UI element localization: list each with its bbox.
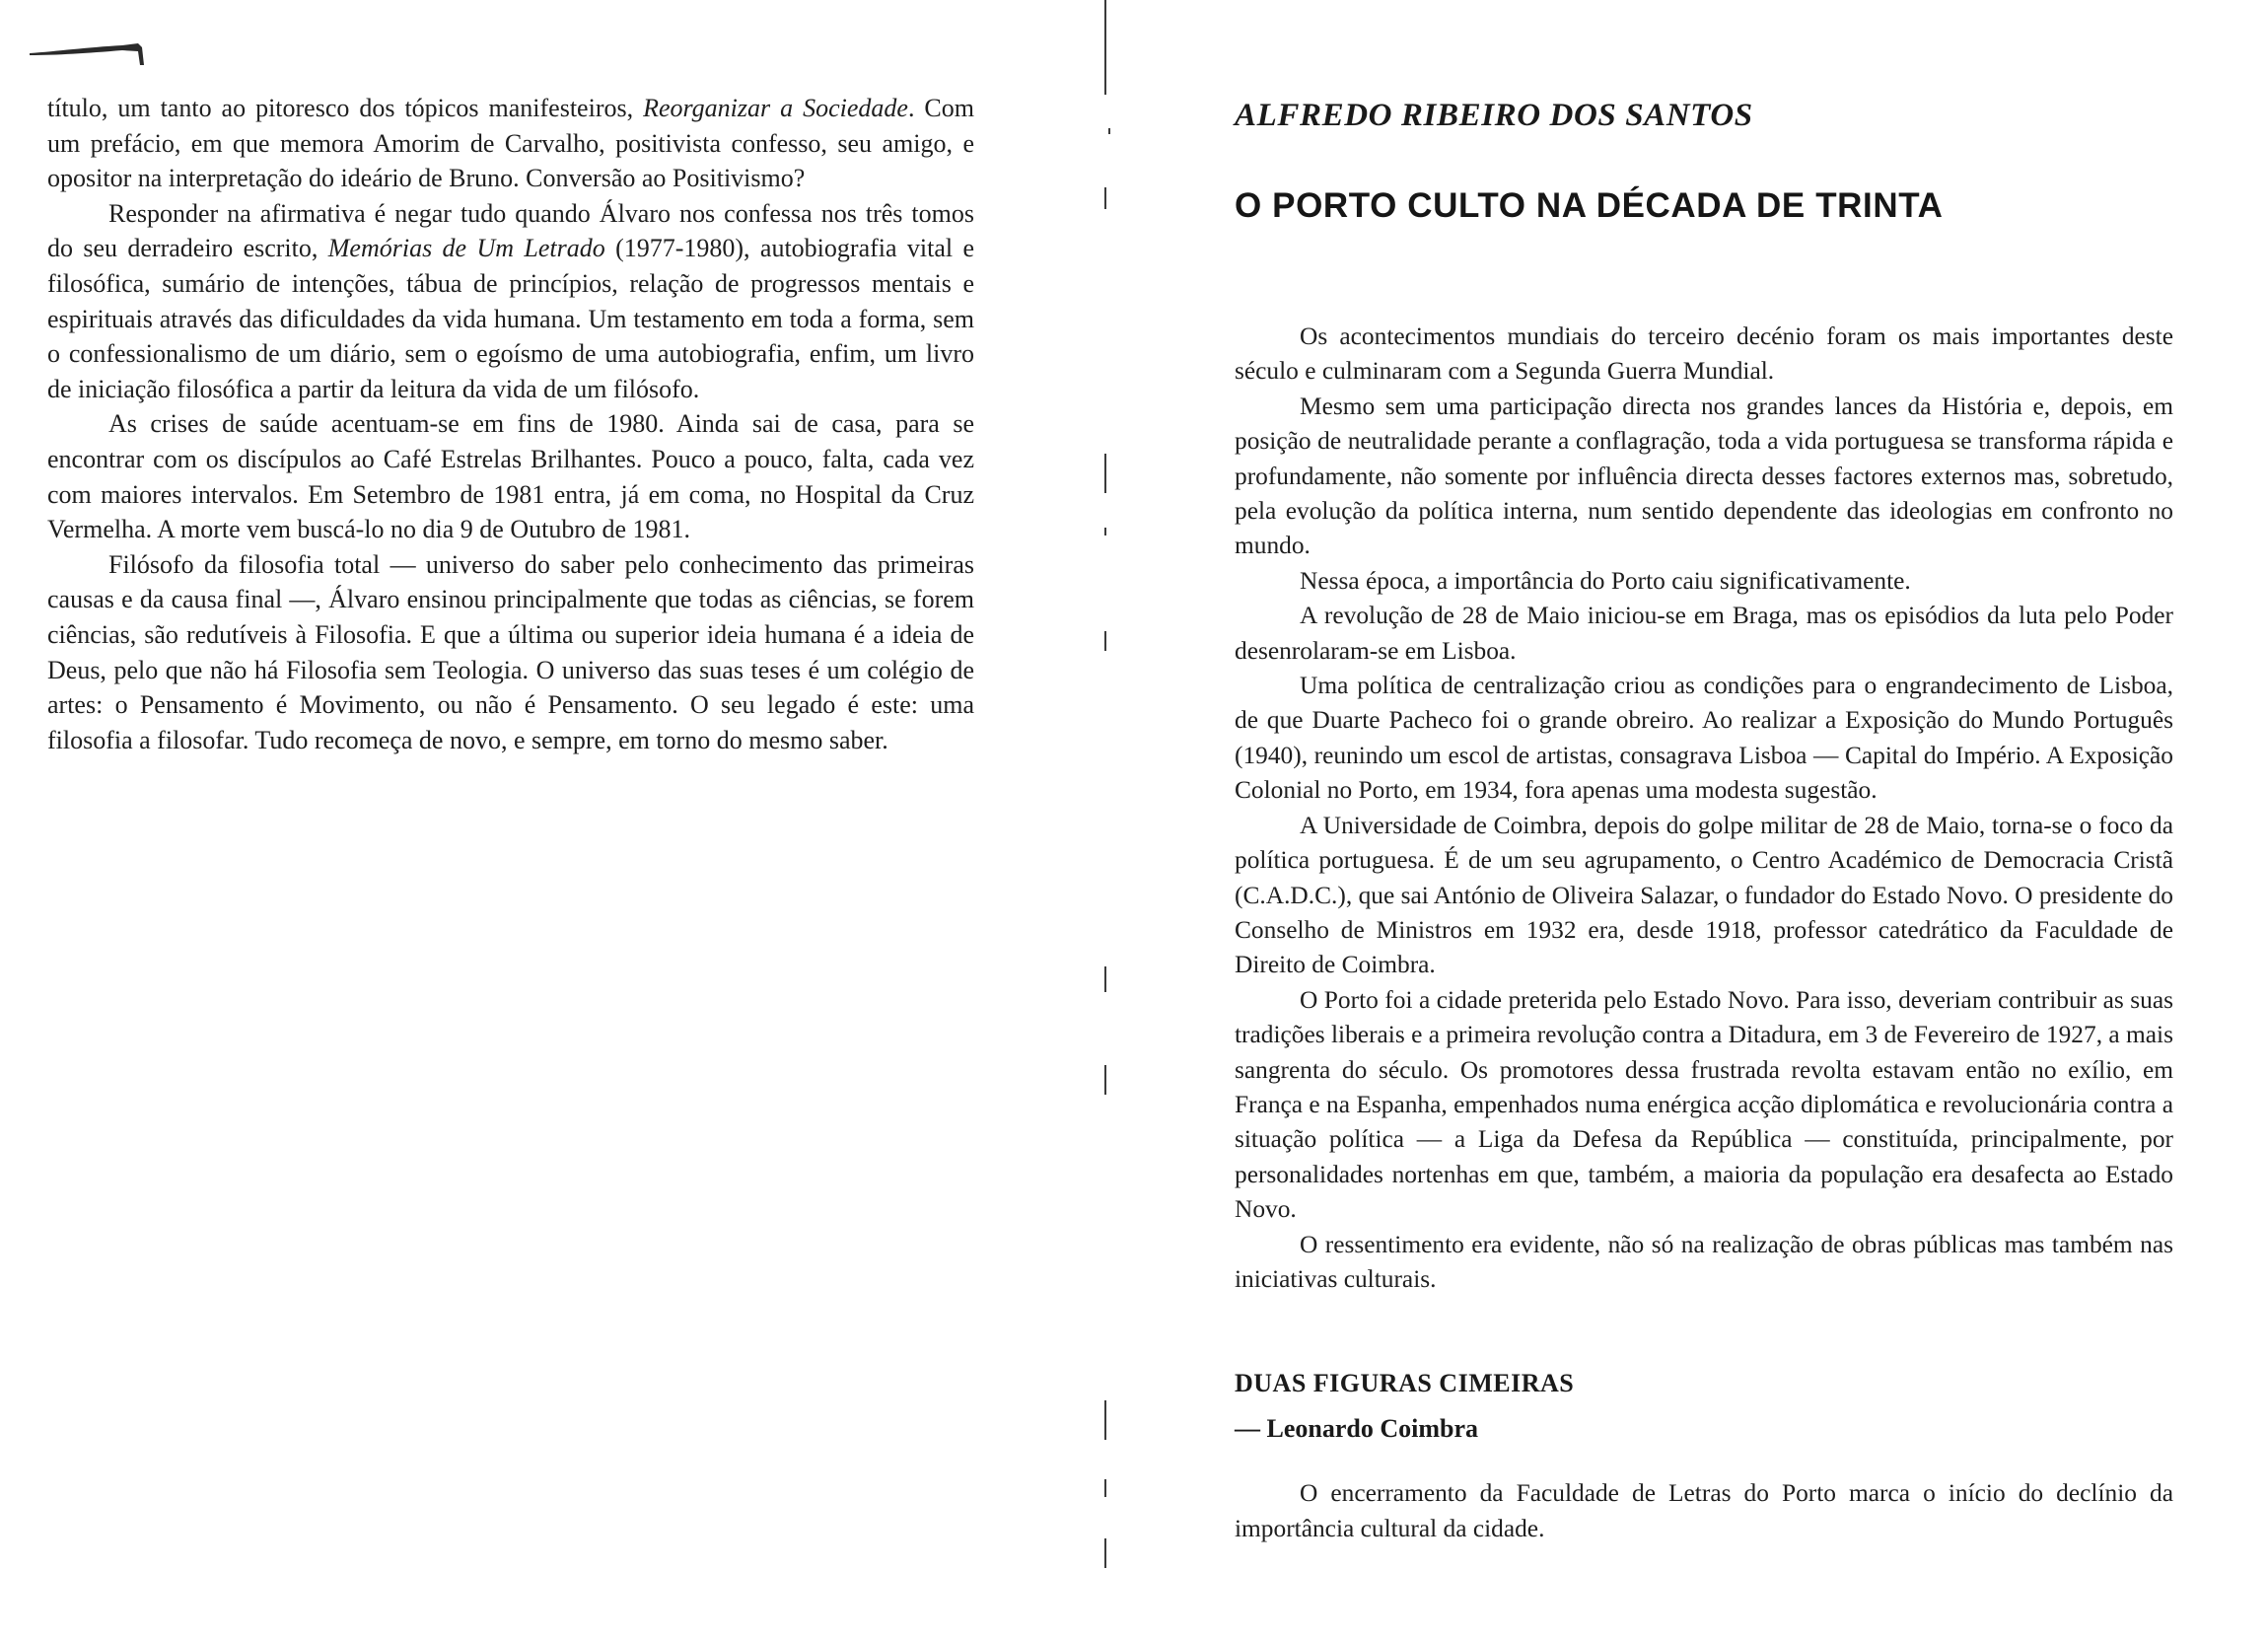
paragraph: O Porto foi a cidade preterida pelo Estado Novo. Para isso, deveriam contribuir as suas tradições liberais e a primeira revolução contra a Ditadura, em 3 de Fevereiro de 1927, a mais sangrenta do século. Os promotores dessa frustrada revolta estavam então no exílio, em França e na Espanha, empenhados numa enérgica acção diplomática e revolucionária contra a situação política — a Liga da Defesa da República — constituída, principalmente, por personalidades nortenhas em que, também, a maioria da população era desafecta ao Estado Novo. — [1235, 985, 2173, 1224]
paragraph — [47, 406, 974, 546]
paragraph: Nessa época, a importância do Porto caiu significativamente. — [1300, 566, 1911, 595]
paragraph — [47, 547, 974, 758]
paragraph — [47, 196, 974, 407]
section-body — [1235, 1476, 2173, 1546]
italic-title: Memórias de Um Letrado — [327, 234, 605, 263]
italic-title: Reorganizar a Sociedade — [643, 94, 908, 122]
gutter-line — [1104, 0, 1107, 1641]
left-page — [47, 91, 974, 757]
paragraph: A revolução de 28 de Maio iniciou-se em Braga, mas os episódios da luta pelo Poder desenrolaram-se em Lisboa. — [1235, 602, 2173, 665]
paragraph — [47, 91, 974, 196]
paragraph: Uma política de centralização criou as condições para o engrandecimento de Lisboa, de que Duarte Pacheco foi o grande obreiro. Ao realizar a Exposição do Mundo Português (1940), reunindo um escol de artistas, consagrava Lisboa — Capital do Império. A Exposição Colonial no Porto, em 1934, fora apenas uma modesta sugestão. — [1235, 672, 2173, 805]
text-segment: título, um tanto ao pitoresco dos tópicos manifesteiros, — [47, 94, 644, 122]
right-page-body — [1235, 320, 2173, 1297]
section-heading: DUAS FIGURAS CIMEIRAS — [1235, 1369, 1575, 1398]
text-segment: . Com um prefácio, em que memora Amorim de Carvalho, positivista confesso, seu amigo, e opositor na interpretação do ideário de Bruno. Conversão ao Positivismo? — [47, 94, 974, 193]
text-segment: Filósofo da filosofia total — universo do saber pelo conhecimento das primeiras causas e da causa final —, Álvaro ensinou principalmente que todas as ciências, se forem ciências, são redutíveis à Filosofia. E que a última ou superior ideia humana é a ideia de Deus, pelo que não há Filosofia sem Teologia. O universo das suas teses é um colégio de artes: o Pensamento é Movimento, ou não é Pensamento. O seu legado é este: uma filosofia a filosofar. Tudo recomeça de novo, e sempre, em torno do mesmo saber. — [47, 549, 974, 754]
text-segment: (1977-1980), autobiografia vital e filosófica, sumário de intenções, tábua de princípios, relação de progressos mentais e espirituais através das dificuldades da vida humana. Um testamento em toda a forma, sem o confessionalismo de um diário, sem o egoísmo de uma autobiografia, enfim, um livro de iniciação filosófica a partir da leitura da vida de um filósofo. — [47, 234, 975, 403]
paragraph: Os acontecimentos mundiais do terceiro decénio foram os mais importantes deste século e culminaram com a Segunda Guerra Mundial. — [1235, 322, 2173, 386]
chapter-title: O PORTO CULTO NA DÉCADA DE TRINTA — [1235, 186, 1944, 225]
paragraph: A Universidade de Coimbra, depois do golpe militar de 28 de Maio, torna-se o foco da política portuguesa. É de um seu agrupamento, o Centro Académico de Democracia Cristã (C.A.D.C.), que sai António de Oliveira Salazar, o fundador do Estado Novo. O presidente do Conselho de Ministros em 1932 era, desde 1918, professor catedrático da Faculdade de Direito de Coimbra. — [1235, 811, 2173, 979]
text-segment: Responder na afirmativa é negar tudo quando Álvaro nos confessa nos três tomos do seu derradeiro escrito, — [47, 198, 974, 263]
author-name: ALFREDO RIBEIRO DOS SANTOS — [1235, 98, 1753, 133]
text-segment: As crises de saúde acentuam-se em fins de 1980. Ainda sai de casa, para se encontrar com os discípulos ao Café Estrelas Brilhantes. Pouco a pouco, falta, cada vez com maiores intervalos. Em Setembro de 1981 entra, já em coma, no Hospital da Cruz Vermelha. A morte vem buscá-lo no dia 9 de Outubro de 1981. — [47, 409, 974, 544]
section-subheading: — Leonardo Coimbra — [1235, 1414, 1478, 1444]
paragraph: O encerramento da Faculdade de Letras do Porto marca o início do declínio da importância cultural da cidade. — [1235, 1479, 2173, 1542]
right-page — [1235, 91, 2173, 1546]
paragraph: Mesmo sem uma participação directa nos grandes lances da História e, depois, em posição de neutralidade perante a conflagração, toda a vida portuguesa se transforma rápida e profundamente, não somente por influência directa desses factores externos mas, sobretudo, pela evolução da política interna, num sentido dependente das ideologias em confronto no mundo. — [1235, 392, 2173, 560]
left-page-body — [47, 91, 974, 757]
scan-mark-icon — [28, 36, 156, 69]
paragraph: O ressentimento era evidente, não só na realização de obras públicas mas também nas iniciativas culturais. — [1235, 1230, 2173, 1293]
